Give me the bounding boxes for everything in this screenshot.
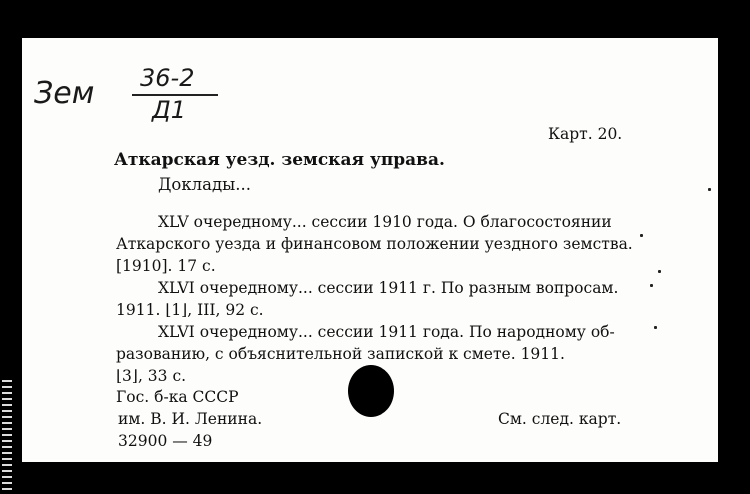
- card-heading: Аткарская уезд. земская управа.: [114, 150, 445, 170]
- speck: [708, 188, 711, 191]
- entry-2-line-2: 1911. ⌊1⌋, III, 92 с.: [116, 301, 264, 319]
- handwritten-shelf-denominator: Д1: [152, 96, 187, 124]
- catalog-number: 32900 — 49: [118, 432, 213, 450]
- handwritten-shelf-prefix: Зем: [34, 76, 95, 111]
- handwritten-shelf-numerator: 36-2: [140, 64, 195, 92]
- catalog-card: [22, 38, 718, 462]
- entry-3-line-3: ⌊3⌋, 33 с.: [116, 367, 187, 385]
- ink-stamp-mark: [348, 365, 394, 417]
- entry-1-line-1: XLV очередному... сессии 1910 года. О благосостоянии: [158, 213, 612, 231]
- speck: [658, 270, 661, 273]
- scan-edge-marks: [2, 380, 12, 490]
- speck: [654, 326, 657, 329]
- entry-2-line-1: XLVI очередному... сессии 1911 г. По разным вопросам.: [158, 279, 619, 297]
- library-name-line-1: Гос. б-ка СССР: [116, 388, 239, 406]
- card-subheading: Доклады...: [158, 175, 252, 194]
- entry-3-line-1: XLVI очередному... сессии 1911 года. По народному об-: [158, 323, 615, 341]
- entry-3-line-2: разованию, с объяснительной запиской к смете. 1911.: [116, 345, 565, 363]
- entry-1-line-3: [1910]. 17 с.: [116, 257, 216, 275]
- card-number: Карт. 20.: [548, 125, 623, 143]
- speck: [650, 284, 653, 287]
- entry-1-line-2: Аткарского уезда и финансовом положении уездного земства.: [116, 235, 633, 253]
- speck: [640, 234, 643, 237]
- library-name-line-2: им. В. И. Ленина.: [118, 410, 263, 428]
- continuation-note: См. след. карт.: [498, 410, 622, 428]
